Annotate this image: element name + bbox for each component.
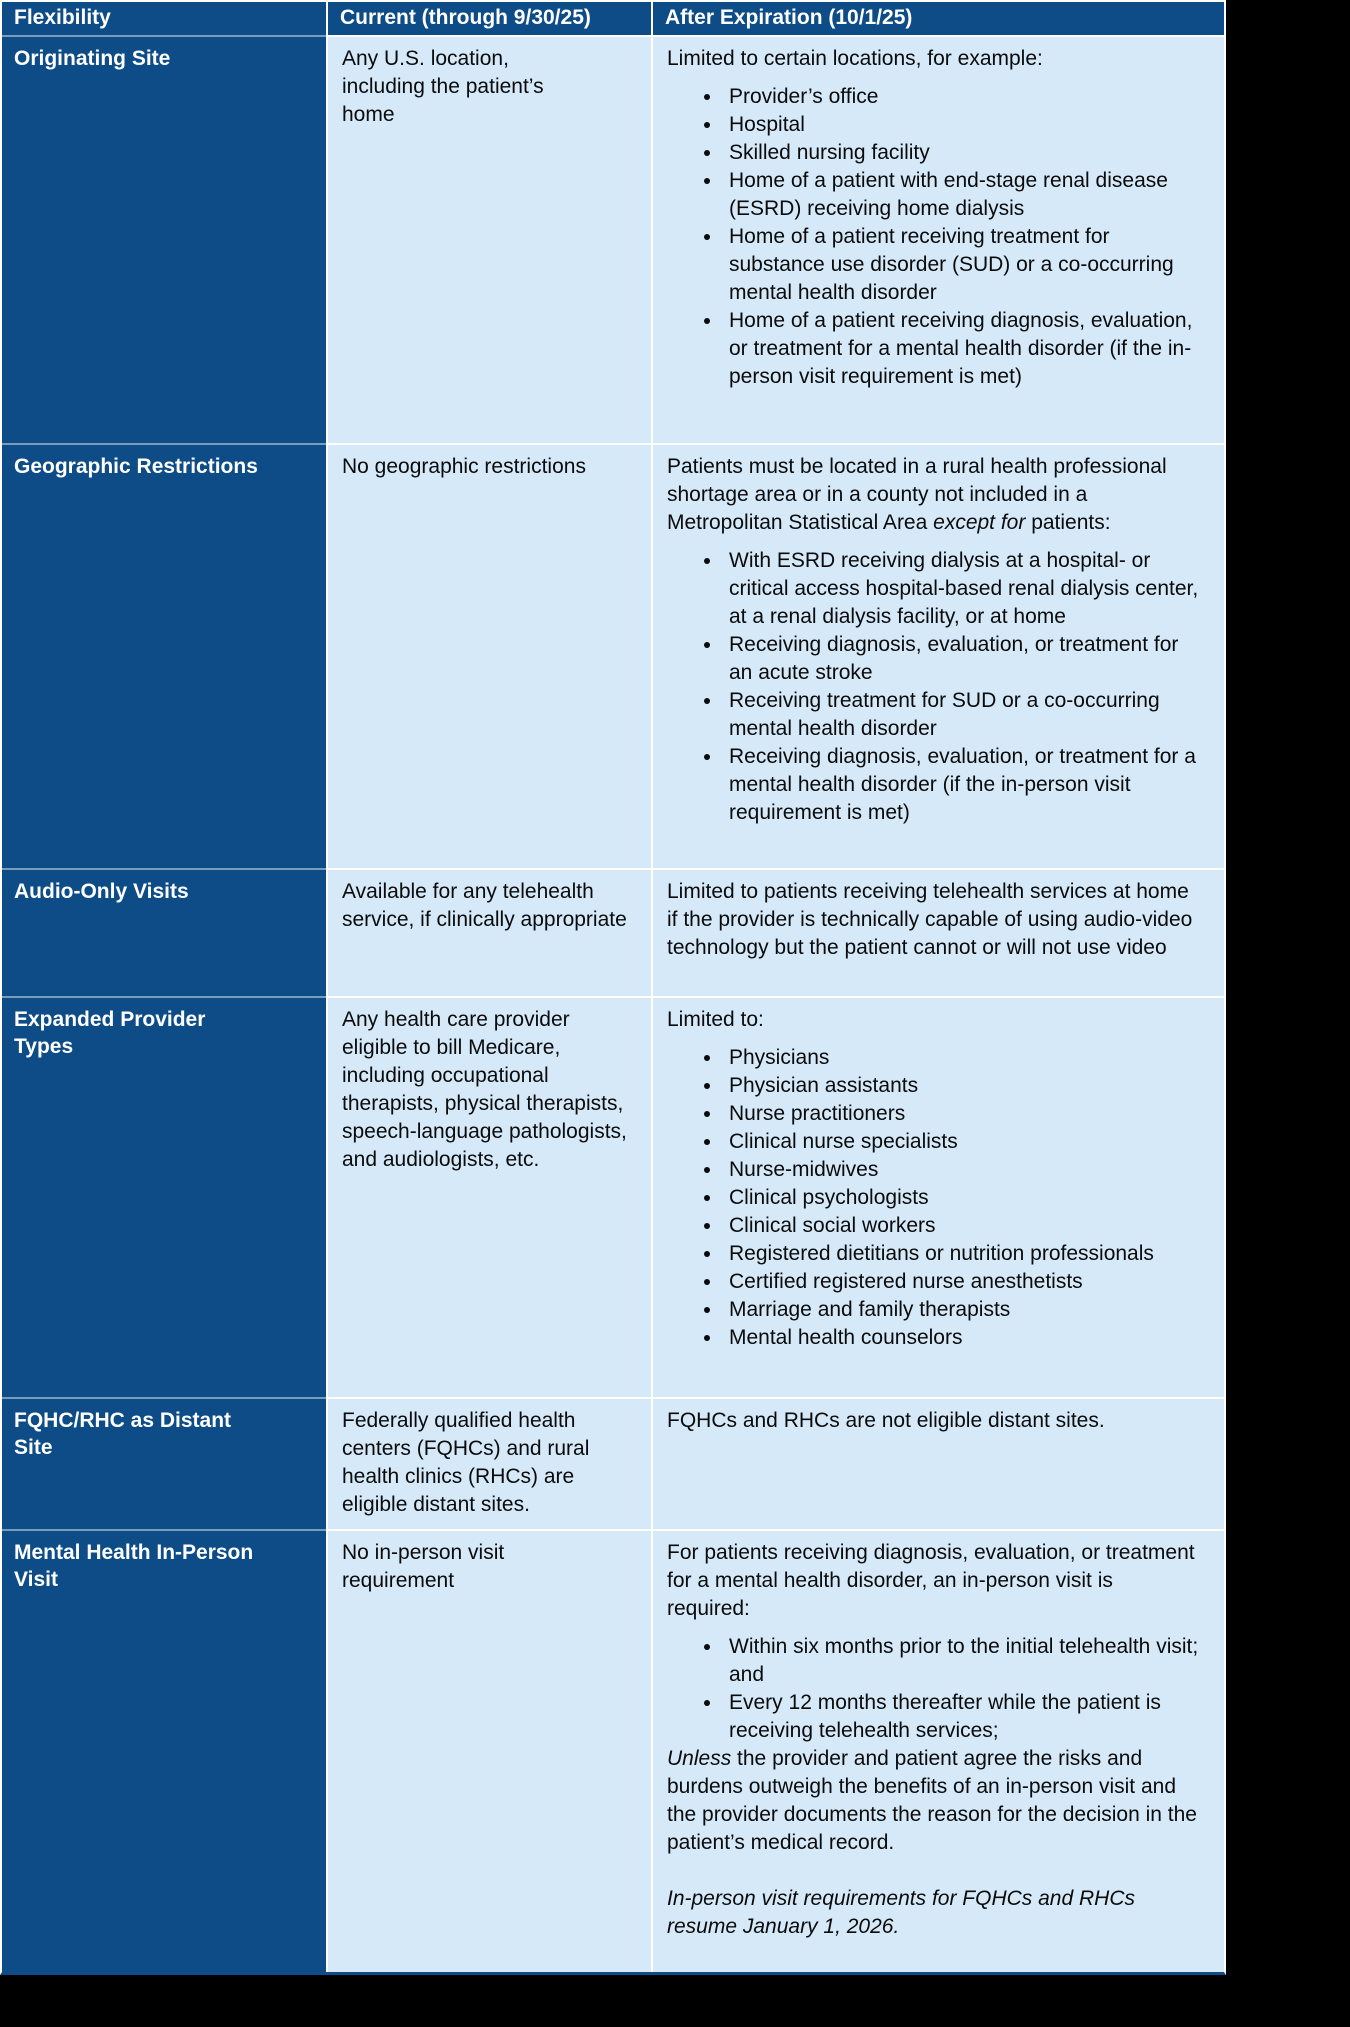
intro-segment: patients:	[1025, 511, 1111, 534]
current-text: No geographic restrictions	[342, 455, 586, 478]
intro-segment: Patients must be located in a rural health professional shortage area or in a county not included in a Metropolitan Statistical Area	[667, 455, 1167, 534]
bullet-item: • Clinical social workers	[723, 1212, 1200, 1240]
bullet-list	[667, 83, 1200, 391]
bullet-item: • Every 12 months thereafter while the patient is receiving telehealth services;	[723, 1689, 1200, 1745]
bullet-item: • Clinical psychologists	[723, 1184, 1200, 1212]
bullet-item: • Home of a patient receiving treatment for substance use disorder (SUD) or a co-occurring mental health disorder	[723, 223, 1200, 307]
after-cell	[651, 443, 1224, 868]
note-italic-text: In-person visit requirements for FQHCs and RHCs resume January 1, 2026.	[667, 1887, 1135, 1938]
bullet-item: • Clinical nurse specialists	[723, 1128, 1200, 1156]
row-fqhc-rhc-distant-site	[2, 1397, 1224, 1529]
row-label: Audio-Only Visits	[14, 880, 189, 903]
after-cell	[651, 1397, 1224, 1529]
bullet-item: • Physician assistants	[723, 1072, 1200, 1100]
bullet-item: • Mental health counselors	[723, 1324, 1200, 1352]
bullet-list	[667, 547, 1200, 827]
table-header-row	[2, 2, 1224, 35]
row-audio-only-visits	[2, 868, 1224, 996]
label-cell	[2, 996, 326, 1397]
bullet-item: • Within six months prior to the initial telehealth visit; and	[723, 1633, 1200, 1689]
row-label: Mental Health In-Person Visit	[14, 1541, 254, 1591]
bullet-item: • With ESRD receiving dialysis at a hospital- or critical access hospital-based renal dialysis center, at a renal dialysis facility, or at home	[723, 547, 1200, 631]
bullet-item: • Physicians	[723, 1044, 1200, 1072]
label-cell	[2, 1529, 326, 1972]
after-cell	[651, 868, 1224, 996]
after-intro-text: Limited to certain locations, for example:	[667, 47, 1043, 70]
row-originating-site	[2, 35, 1224, 443]
current-cell	[326, 868, 651, 996]
after-intro-text: For patients receiving diagnosis, evaluation, or treatment for a mental health disorder, an in-person visit is required:	[667, 1541, 1195, 1620]
row-geographic-restrictions	[2, 443, 1224, 868]
fqhc-resume-note	[667, 1885, 1200, 1941]
current-cell	[326, 996, 651, 1397]
unless-paragraph	[667, 1745, 1200, 1857]
bullet-item: • Certified registered nurse anesthetists	[723, 1268, 1200, 1296]
bullet-item: • Receiving treatment for SUD or a co-occurring mental health disorder	[723, 687, 1200, 743]
header-cell-flexibility	[2, 2, 326, 35]
unless-segment: the provider and patient agree the risks and burdens outweigh the benefits of an in-person visit and the provider documents the reason for the decision in the patient’s medical record.	[667, 1747, 1197, 1854]
bullet-list	[667, 1044, 1200, 1352]
current-cell	[326, 443, 651, 868]
row-expanded-provider-types	[2, 996, 1224, 1397]
bullet-item: • Home of a patient with end-stage renal disease (ESRD) receiving home dialysis	[723, 167, 1200, 223]
header-cell-after-expiration	[651, 2, 1224, 35]
current-cell	[326, 35, 651, 443]
after-cell	[651, 35, 1224, 443]
header-label: Flexibility	[14, 6, 111, 29]
row-label: Expanded Provider Types	[14, 1008, 206, 1058]
after-intro-text	[667, 453, 1200, 537]
bullet-item: • Marriage and family therapists	[723, 1296, 1200, 1324]
after-cell	[651, 1529, 1224, 1972]
header-label: Current (through 9/30/25)	[340, 6, 591, 29]
current-text: Available for any telehealth service, if clinically appropriate	[342, 880, 627, 931]
bullet-item: • Provider’s office	[723, 83, 1200, 111]
row-label: Geographic Restrictions	[14, 455, 258, 478]
after-intro-text: FQHCs and RHCs are not eligible distant sites.	[667, 1409, 1105, 1432]
row-mental-health-in-person-visit	[2, 1529, 1224, 1972]
header-cell-current	[326, 2, 651, 35]
bullet-list	[667, 1633, 1200, 1745]
current-cell	[326, 1529, 651, 1972]
unless-italic-segment: Unless	[667, 1747, 732, 1770]
after-intro-text: Limited to patients receiving telehealth services at home if the provider is technically capable of using audio-video technology but the patient cannot or will not use video	[667, 880, 1193, 959]
after-intro-text: Limited to:	[667, 1008, 764, 1031]
current-text: Any health care provider eligible to bill Medicare, including occupational therapists, physical therapists, speech-language pathologists, and audiologists, etc.	[342, 1008, 627, 1171]
bullet-item: • Receiving diagnosis, evaluation, or treatment for a mental health disorder (if the in-person visit requirement is met)	[723, 743, 1200, 827]
bullet-item: • Home of a patient receiving diagnosis, evaluation, or treatment for a mental health disorder (if the in-person visit requirement is met)	[723, 307, 1200, 391]
header-label: After Expiration (10/1/25)	[665, 6, 913, 29]
bullet-item: • Receiving diagnosis, evaluation, or treatment for an acute stroke	[723, 631, 1200, 687]
current-text: Federally qualified health centers (FQHCs) and rural health clinics (RHCs) are eligible distant sites.	[342, 1409, 590, 1516]
current-text: Any U.S. location, including the patient’s home	[342, 47, 544, 126]
current-cell	[326, 1397, 651, 1529]
row-label: Originating Site	[14, 47, 171, 70]
intro-italic-segment: except for	[933, 511, 1026, 534]
bullet-item: • Nurse practitioners	[723, 1100, 1200, 1128]
label-cell	[2, 443, 326, 868]
label-cell	[2, 35, 326, 443]
current-text: No in-person visit requirement	[342, 1541, 505, 1592]
bullet-item: • Nurse-midwives	[723, 1156, 1200, 1184]
label-cell	[2, 1397, 326, 1529]
after-cell	[651, 996, 1224, 1397]
row-label: FQHC/RHC as Distant Site	[14, 1409, 232, 1459]
bullet-item: • Registered dietitians or nutrition professionals	[723, 1240, 1200, 1268]
label-cell	[2, 868, 326, 996]
bullet-item: • Hospital	[723, 111, 1200, 139]
bullet-item: • Skilled nursing facility	[723, 139, 1200, 167]
